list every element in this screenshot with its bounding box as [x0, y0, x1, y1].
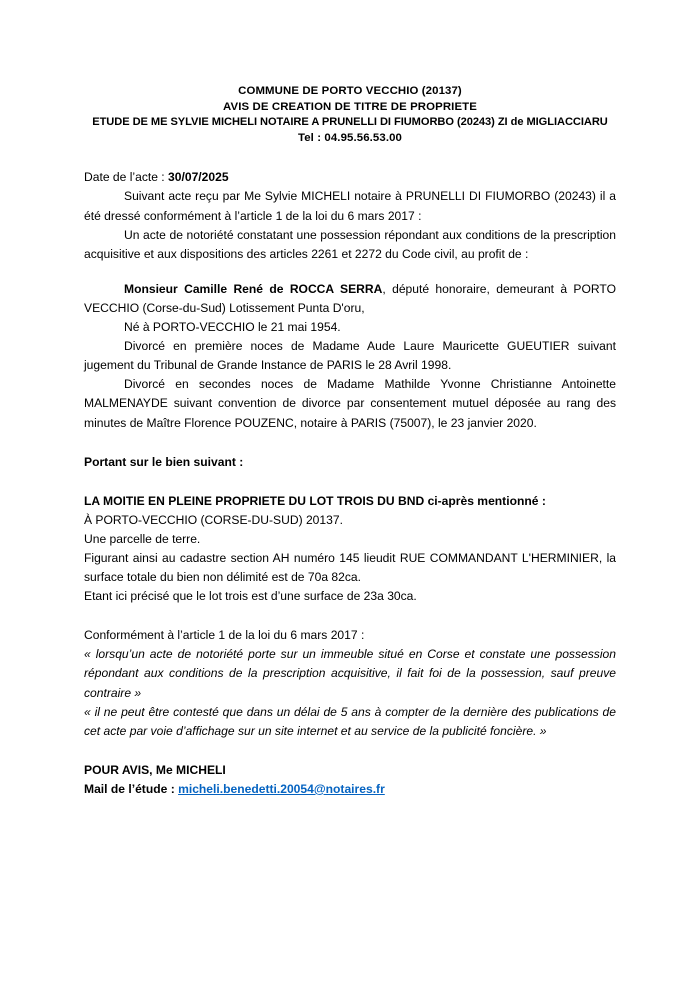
beneficiary-name: Monsieur Camille René de ROCCA SERRA [124, 281, 383, 296]
property-heading: Portant sur le bien suivant : [84, 454, 244, 469]
spacer-before-footer [84, 741, 616, 761]
property-location: À PORTO-VECCHIO (CORSE-DU-SUD) 20137. [84, 512, 343, 527]
spacer-before-legal [84, 606, 616, 626]
beneficiary-identity [84, 280, 616, 318]
act-date-line [84, 168, 616, 187]
header-line-phone: Tel : 04.95.56.53.00 [297, 131, 403, 144]
spacer-before-property [84, 433, 616, 453]
header-line-notice-type: AVIS DE CREATION DE TITRE DE PROPRIETE [223, 100, 477, 113]
property-cadastre: Figurant ainsi au cadastre section AH numéro 145 lieudit RUE COMMANDANT L'HERMINIER, la surface totale du bien non délimité est de 70a 82ca. [84, 550, 616, 585]
beneficiary-divorce-first: Divorcé en première noces de Madame Aude Laure Mauricette GUEUTIER suivant jugement du Tribunal de Grande Instance de PARIS le 28 Avril 1998. [84, 339, 616, 373]
intro-paragraph-1: Suivant acte reçu par Me Sylvie MICHELI notaire à PRUNELLI DI FIUMORBO (20243) il a été dressé conformément à l’article 1 de la loi du 6 mars 2017 : [84, 189, 616, 223]
header-line-commune: COMMUNE DE PORTO VECCHIO (20137) [238, 85, 462, 97]
property-lot-area: Etant ici précisé que le lot trois est d’une surface de 23a 30ca. [84, 589, 417, 604]
beneficiary-birth: Né à PORTO-VECCHIO le 21 mai 1954. [124, 320, 341, 335]
act-date-label: Date de l’acte : [84, 170, 169, 185]
document-content [84, 84, 616, 799]
legal-quote-2: « il ne peut être contesté que dans un délai de 5 ans à compter de la dernière des publications de cet acte par voie d’affichage sur un site internet et au service de la publicité foncière. » [84, 704, 616, 738]
beneficiary-name-suffix: , député honoraire, demeurant à PORTO VECCHIO (Corse-du-Sud) Lotissement Punta D'oru, [84, 281, 616, 315]
property-nature: Une parcelle de terre. [84, 531, 201, 546]
footer-mail-link[interactable]: micheli.benedetti.20054@notaires.fr [178, 781, 385, 796]
beneficiary-divorce-second: Divorcé en secondes noces de Madame Mathilde Yvonne Christianne Antoinette MALMENAYDE suivant convention de divorce par consentement mutuel déposée au rang des minutes de Maître Florence POUZENC, notaire à PARIS (75007), le 23 janvier 2020. [84, 377, 616, 430]
spacer-before-lot-title [84, 472, 616, 492]
footer-mail-label: Mail de l’étude : [84, 781, 179, 796]
spacer-before-beneficiary [84, 264, 616, 280]
header-line-notary-office: ETUDE DE ME SYLVIE MICHELI NOTAIRE A PRUNELLI DI FIUMORBO (20243) ZI de MIGLIACCIARU [92, 116, 608, 129]
act-date-value: 30/07/2025 [168, 170, 229, 185]
property-lot-title: LA MOITIE EN PLEINE PROPRIETE DU LOT TROIS DU BND ci-après mentionné : [84, 493, 546, 508]
document-header [84, 84, 616, 146]
footer-notice: POUR AVIS, Me MICHELI [84, 762, 226, 777]
legal-quote-1: « lorsqu’un acte de notoriété porte sur un immeuble situé en Corse et constate une possession répondant aux conditions de la prescription acquisitive, il fait foi de la possession, sauf preuve contraire » [84, 647, 616, 700]
legal-intro: Conformément à l’article 1 de la loi du 6 mars 2017 : [84, 628, 365, 643]
intro-paragraph-2: Un acte de notoriété constatant une possession répondant aux conditions de la prescription acquisitive et aux dispositions des articles 2261 et 2272 du Code civil, au profit de : [84, 227, 616, 261]
spacer-after-header [84, 146, 616, 168]
footer-mail-line [84, 780, 616, 799]
